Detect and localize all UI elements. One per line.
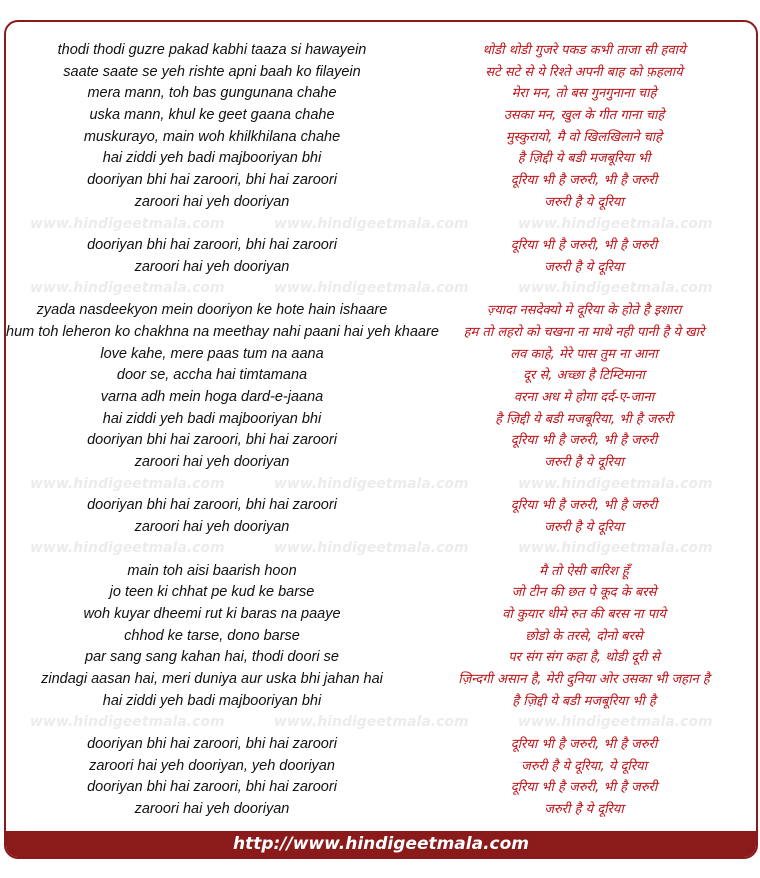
lyric-line: hai ziddi yeh badi majbooriyan bhi — [102, 692, 322, 709]
watermark-text: www.hindigeetmala.com — [30, 280, 225, 296]
lyric-line: जरुरी है ये दूरिया — [544, 802, 624, 818]
lyric-line: दूरिया भी है जरुरी, भी है जरुरी — [510, 238, 658, 254]
stanza-1 — [6, 40, 418, 214]
lyric-line: dooriyan bhi hai zaroori, bhi hai zaroori — [87, 237, 337, 254]
lyric-line: थोडी थोडी गुजरे पकड कभी ताजा सी हवाये — [482, 43, 686, 58]
lyric-line: दूरिया भी है जरुरी, भी है जरुरी — [510, 780, 658, 796]
lyric-line: jo teen ki chhat pe kud ke barse — [109, 584, 315, 601]
lyric-line: zaroori hai yeh dooriyan — [134, 258, 290, 275]
lyric-line: mera mann, toh bas gungunana chahe — [87, 85, 337, 102]
lyric-line: chhod ke tarse, dono barse — [124, 627, 300, 644]
lyric-line: मुस्कुरायो, मै वो खिलखिलाने चाहे — [505, 129, 663, 145]
watermark-text: www.hindigeetmala.com — [518, 714, 713, 730]
watermark-text: www.hindigeetmala.com — [274, 216, 469, 232]
lyric-line: zaroori hai yeh dooriyan — [134, 801, 290, 818]
lyric-line: uska mann, khul ke geet gaana chahe — [89, 107, 335, 124]
lyrics-card — [4, 20, 758, 859]
lyric-line: hai ziddi yeh badi majbooriyan bhi — [102, 150, 322, 167]
lyric-line: जरुरी है ये दूरिया — [544, 455, 624, 471]
watermark-text: www.hindigeetmala.com — [30, 476, 225, 492]
lyric-line: जरुरी है ये दूरिया — [544, 194, 624, 210]
lyric-line: zaroori hai yeh dooriyan — [134, 519, 290, 536]
lyric-line: love kahe, mere paas tum na aana — [100, 345, 324, 362]
stanza-3 — [416, 300, 752, 474]
lyric-line: zindagi aasan hai, meri duniya aur uska bhi jahan hai — [41, 670, 383, 687]
lyric-line: है ज़िद्दी ये बडी मजबूरिया भी — [517, 151, 651, 167]
lyric-line: मै तो ऐसी बारिश हूँ — [539, 563, 629, 579]
watermark-text: www.hindigeetmala.com — [274, 280, 469, 296]
lyric-line: दूर से, अच्छा है टिम्टिमाना — [523, 368, 645, 384]
lyric-line: zaroori hai yeh dooriyan — [134, 454, 290, 471]
lyric-line: zaroori hai yeh dooriyan — [134, 193, 290, 210]
lyric-line: मेरा मन, तो बस गुनगुनाना चाहे — [511, 86, 657, 102]
lyric-line: सटे सटे से ये रिश्ते अपनी बाह को फ़हलाये — [485, 64, 683, 80]
lyric-line: दूरिया भी है जरुरी, भी है जरुरी — [510, 433, 658, 449]
lyric-line: muskurayo, main woh khilkhilana chahe — [83, 128, 341, 145]
lyric-line: जरुरी है ये दूरिया, ये दूरिया — [521, 758, 647, 774]
lyric-line: dooriyan bhi hai zaroori, bhi hai zaroori — [87, 172, 337, 189]
lyric-line: उसका मन, खुल के गीत गाना चाहे — [503, 108, 665, 124]
lyric-line: दूरिया भी है जरुरी, भी है जरुरी — [510, 737, 658, 752]
watermark-text: www.hindigeetmala.com — [30, 216, 225, 232]
stanza-3 — [6, 300, 439, 474]
stanza-5 — [416, 561, 752, 713]
stanza-2 — [416, 235, 752, 278]
footer-url-link[interactable]: http://www.hindigeetmala.com — [232, 834, 530, 854]
lyric-line: जो टीन की छत पे कूद के बरसे — [511, 585, 657, 601]
english-lyrics-column — [6, 40, 439, 821]
stanza-1 — [416, 40, 752, 214]
stanza-2 — [6, 235, 418, 278]
lyric-line: ज़िन्दगी असान है, मेरी दुनिया ओर उसका भी जहान है — [458, 671, 710, 687]
stanza-5 — [6, 561, 418, 713]
lyric-line: hai ziddi yeh badi majbooriyan bhi — [102, 410, 322, 427]
lyric-line: dooriyan bhi hai zaroori, bhi hai zaroori — [87, 432, 337, 449]
stanza-6 — [416, 734, 752, 821]
lyric-line: thodi thodi guzre pakad kabhi taaza si hawayein — [57, 42, 367, 58]
watermark-text: www.hindigeetmala.com — [518, 540, 713, 556]
footer-url-bar — [6, 831, 756, 857]
watermark-text: www.hindigeetmala.com — [30, 714, 225, 730]
lyric-line: door se, accha hai timtamana — [116, 367, 308, 384]
watermark-text: www.hindigeetmala.com — [518, 476, 713, 492]
lyric-line: हम तो लहरो को चखना ना माथे नही पानी है ये खारे — [463, 324, 705, 340]
lyric-line: पर संग संग कहा है, थोडी दूरी से — [508, 650, 660, 666]
lyric-line: main toh aisi baarish hoon — [127, 562, 297, 579]
lyric-line: जरुरी है ये दूरिया — [544, 520, 624, 536]
lyric-line: वो कुयार धीमे रुत की बरस ना पाये — [502, 606, 666, 622]
watermark-text: www.hindigeetmala.com — [518, 216, 713, 232]
lyric-line: है ज़िद्दी ये बडी मजबूरिया, भी है जरुरी — [495, 411, 673, 427]
lyric-line: woh kuyar dheemi rut ki baras na paaye — [83, 605, 341, 622]
lyric-line: ज़्यादा नसदेक्यो मे दूरिया के होते है इशारा — [486, 303, 682, 319]
lyric-line: par sang sang kahan hai, thodi doori se — [85, 649, 339, 666]
lyric-line: hum toh leheron ko chakhna na meethay nahi paani hai yeh khaare — [6, 323, 439, 340]
stanza-4 — [6, 495, 418, 538]
hindi-lyrics-column — [416, 40, 752, 821]
lyric-line: जरुरी है ये दूरिया — [544, 259, 624, 275]
lyric-line: dooriyan bhi hai zaroori, bhi hai zaroori — [87, 779, 337, 796]
watermark-text: www.hindigeetmala.com — [30, 540, 225, 556]
lyric-line: छोडो के तरसे, दोनो बरसे — [525, 628, 643, 644]
stanza-6 — [6, 734, 418, 821]
lyric-line: dooriyan bhi hai zaroori, bhi hai zaroori — [87, 736, 337, 752]
watermark-text: www.hindigeetmala.com — [274, 540, 469, 556]
stanza-4 — [416, 495, 752, 538]
lyric-line: zyada nasdeekyon mein dooriyon ke hote hain ishaare — [36, 302, 388, 319]
lyric-line: वरना अध मे होगा दर्द-ए-जाना — [513, 390, 655, 405]
lyric-line: लव काहे, मेरे पास तुम ना आना — [510, 346, 658, 362]
lyric-line: varna adh mein hoga dard-e-jaana — [100, 389, 324, 405]
lyric-line: saate saate se yeh rishte apni baah ko filayein — [63, 63, 361, 80]
lyric-line: दूरिया भी है जरुरी, भी है जरुरी — [510, 498, 658, 514]
lyric-line: दूरिया भी है जरुरी, भी है जरुरी — [510, 173, 658, 189]
lyric-line: dooriyan bhi hai zaroori, bhi hai zaroori — [87, 497, 337, 514]
watermark-text: www.hindigeetmala.com — [274, 476, 469, 492]
lyric-line: zaroori hai yeh dooriyan, yeh dooriyan — [89, 757, 335, 774]
lyric-line: है ज़िद्दी ये बडी मजबूरिया भी है — [512, 693, 656, 709]
watermark-text: www.hindigeetmala.com — [518, 280, 713, 296]
watermark-text: www.hindigeetmala.com — [274, 714, 469, 730]
